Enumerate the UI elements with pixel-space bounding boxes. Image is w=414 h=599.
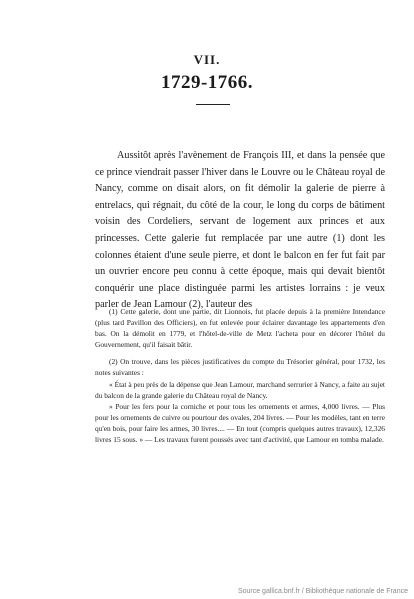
footnote-1: (1) Cette galerie, dont une partie, dit Lionnois, fut placée depuis à la première Intendance (plus tard Pavillon des Officiers), en fut enlevée pour éclairer davantage les appartements d'en bas. On la démolit en 1779, et l'hôtel-de-ville de Metz l'acheta pour en décorer l'hôtel du Gouvernement, qu'il faisait bâtir. bbox=[95, 307, 385, 350]
source-credit: Source gallica.bnf.fr / Bibliothèque nationale de France bbox=[237, 588, 408, 595]
footnote-2-quote-1: « État à peu près de la dépense que Jean Lamour, marchand serrurier à Nancy, a faite au sujet du balcon de la grande galerie du Château royal de Nancy. bbox=[95, 379, 385, 400]
chapter-date-title: 1729-1766. bbox=[160, 72, 254, 93]
footnote-2-quote-2: » Pour les fers pour la corniche et pour tous les ornements et armes, 4,000 livres. — Plus pour les ornements de cuivre ou pourtour des ovales, 204 livres. — Pour les modèles, tant en terre qu'en bois, pour faire les armes, 30 livres.... — En tout (compris quelques autres travaux), 12,326 livres 15 sous. » — Les travaux furent poussés avec tant d'activité, que Lamour en tomba malade. bbox=[95, 401, 385, 445]
chapter-number: VII. bbox=[193, 52, 221, 67]
title-divider bbox=[196, 104, 230, 105]
footnotes bbox=[95, 306, 385, 445]
body-paragraph: Aussitôt après l'avènement de François III, et dans la pensée que ce prince viendrait passer l'hiver dans le Louvre ou le Château royal de Nancy, comme on disait alors, on fit démolir la galerie de pierre à entrelacs, qui régnait, du côté de la cour, le long du corps de bâtiment voisin des Cordeliers, servant de logement aux princes et aux princesses. Cette galerie fut remplacée par une autre (1) dont les colonnes étaient d'une seule pierre, et dont le balcon en fer fut fait par un ouvrier encore peu connu à cette époque, mais qui devait bientôt conquérir une place distinguée parmi les artistes lorrains : je veux parler de Jean Lamour (2), l'auteur des bbox=[95, 150, 385, 311]
main-text bbox=[95, 148, 385, 314]
footnote-2-intro: (2) On trouve, dans les pièces justificatives du compte du Trésorier général, pour 1732, les notes suivantes : bbox=[95, 357, 385, 378]
